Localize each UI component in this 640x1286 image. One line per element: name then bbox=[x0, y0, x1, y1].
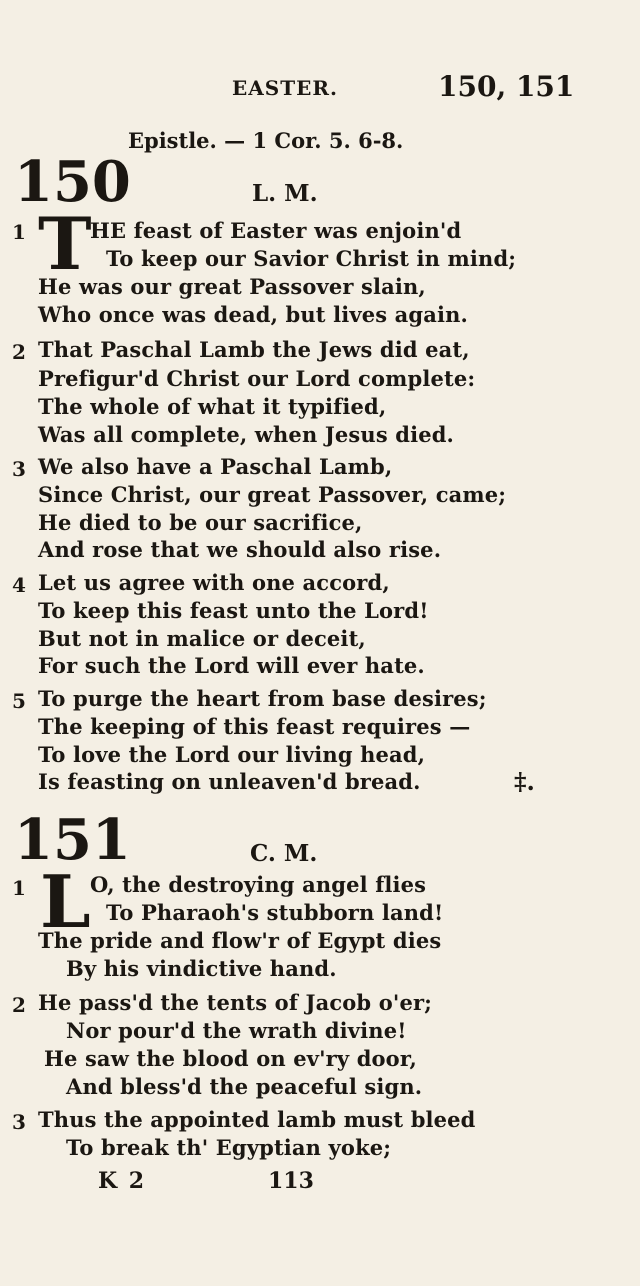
verse-line: He was our great Passover slain, bbox=[38, 274, 426, 299]
verse-line: That Paschal Lamb the Jews did eat, bbox=[38, 337, 470, 362]
verse-line: And bless'd the peaceful sign. bbox=[66, 1074, 423, 1099]
drop-cap-l: L bbox=[40, 859, 91, 944]
verse-line: Thus the appointed lamb must bleed bbox=[38, 1107, 476, 1132]
hymn-number-150: 150 bbox=[14, 149, 131, 215]
stanza-number: 3 bbox=[12, 457, 26, 481]
page-range: 150, 151 bbox=[438, 70, 575, 103]
scripture-title: Epistle. — 1 Cor. 5. 6-8. bbox=[128, 128, 404, 153]
stanza-number: 4 bbox=[12, 573, 26, 597]
verse-line: By his vindictive hand. bbox=[66, 956, 337, 981]
verse-line: Who once was dead, but lives again. bbox=[38, 302, 468, 327]
stanza-number: 1 bbox=[12, 876, 26, 900]
verse-line: He pass'd the tents of Jacob o'er; bbox=[38, 990, 433, 1015]
running-title: EASTER. bbox=[232, 76, 338, 100]
verse-line: And rose that we should also rise. bbox=[38, 537, 442, 562]
verse-line: To Pharaoh's stubborn land! bbox=[106, 900, 444, 925]
hymn-number-151: 151 bbox=[14, 807, 131, 873]
verse-line: He died to be our sacrifice, bbox=[38, 510, 363, 535]
verse-line: We also have a Paschal Lamb, bbox=[38, 454, 393, 479]
drop-cap-t: T bbox=[38, 201, 92, 286]
stanza-number: 2 bbox=[12, 993, 26, 1017]
verse-line: To keep our Savior Christ in mind; bbox=[106, 246, 517, 271]
verse-line: Was all complete, when Jesus died. bbox=[38, 422, 455, 447]
hymn-meter-151: C. M. bbox=[250, 840, 318, 867]
verse-line: The whole of what it typified, bbox=[38, 394, 387, 419]
stanza-number: 3 bbox=[12, 1110, 26, 1134]
stanza-number: 1 bbox=[12, 220, 26, 244]
verse-line: The keeping of this feast requires — bbox=[38, 714, 471, 739]
verse-line: To purge the heart from base desires; bbox=[38, 686, 487, 711]
verse-line: Prefigur'd Christ our Lord complete: bbox=[38, 366, 476, 391]
verse-line: Is feasting on unleaven'd bread. bbox=[38, 769, 421, 794]
verse-line: HE feast of Easter was enjoin'd bbox=[90, 218, 462, 243]
verse-line: Nor pour'd the wrath divine! bbox=[66, 1018, 407, 1043]
verse-line: To love the Lord our living head, bbox=[38, 742, 426, 767]
verse-line: To break th' Egyptian yoke; bbox=[66, 1135, 392, 1160]
verse-line: The pride and flow'r of Egypt dies bbox=[38, 928, 442, 953]
hymn-meter-150: L. M. bbox=[252, 180, 318, 207]
verse-line: Since Christ, our great Passover, came; bbox=[38, 482, 507, 507]
verse-line: But not in malice or deceit, bbox=[38, 626, 366, 651]
stanza-number: 5 bbox=[12, 689, 26, 713]
dagger-mark: ‡. bbox=[514, 767, 535, 796]
verse-line: He saw the blood on ev'ry door, bbox=[44, 1046, 417, 1071]
signature-mark: K 2 bbox=[98, 1168, 147, 1194]
verse-line: To keep this feast unto the Lord! bbox=[38, 598, 429, 623]
stanza-number: 2 bbox=[12, 340, 26, 364]
verse-line: O, the destroying angel flies bbox=[90, 872, 427, 897]
verse-line: For such the Lord will ever hate. bbox=[38, 653, 425, 678]
verse-line: Let us agree with one accord, bbox=[38, 570, 390, 595]
page-number: 113 bbox=[268, 1168, 314, 1194]
